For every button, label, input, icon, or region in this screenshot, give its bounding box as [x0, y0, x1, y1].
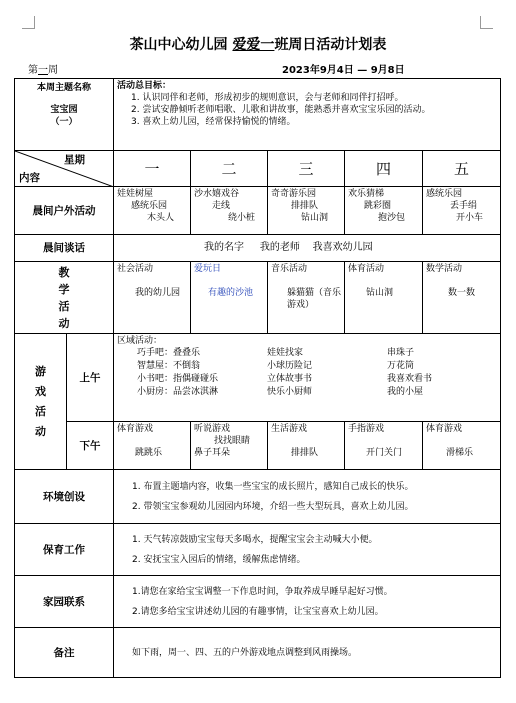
pm-line2: 开门关门	[366, 448, 403, 458]
teaching-type: 数学活动	[426, 264, 463, 274]
crop-mark-top-right	[480, 16, 493, 29]
pm-type: 手指游戏	[348, 424, 385, 434]
crop-mark-top-left	[22, 16, 35, 29]
page-title	[0, 34, 516, 54]
pm-cell	[268, 422, 345, 470]
pm-line1	[271, 435, 341, 447]
teaching-cell	[268, 262, 345, 334]
teaching-cell	[114, 262, 191, 334]
outdoor-area: 娃娃树屋	[117, 189, 154, 199]
teaching-type: 社会活动	[117, 264, 154, 274]
weekday-row	[15, 151, 501, 187]
area-item: 我喜欢看书	[387, 374, 433, 384]
label-char: 动	[58, 316, 70, 330]
title-suffix: 班周日活动计划表	[274, 37, 387, 53]
teaching-type: 音乐活动	[271, 264, 308, 274]
area-grid	[117, 347, 497, 398]
goal-item: 1. 认识同伴和老师，形成初步的规则意识，会与老师和同伴打招呼。	[131, 93, 404, 103]
outdoor-area: 奇奇游乐园	[271, 189, 317, 199]
pm-cell	[114, 422, 191, 470]
pm-type: 体育游戏	[426, 424, 463, 434]
outdoor-game: 绕小桩	[228, 213, 256, 223]
outdoor-area: 欢乐猜梯	[348, 189, 385, 199]
goals-title: 活动总目标：	[117, 81, 172, 91]
teaching-cell	[423, 262, 501, 334]
label-char: 学	[58, 282, 70, 296]
pm-line1	[117, 435, 187, 447]
school-name: 茶山中心幼儿园	[129, 37, 228, 53]
day-wednesday: 三	[268, 151, 345, 187]
outdoor-game: 木头人	[147, 213, 175, 223]
pm-cell	[345, 422, 423, 470]
environment-line: 2. 带领宝宝参观幼儿园园内环境，介绍一些大型玩具，喜欢上幼儿园。	[132, 501, 414, 512]
home-line: 2.请您多给宝宝讲述幼儿园的有趣事情，让宝宝喜欢上幼儿园。	[132, 606, 384, 617]
morning-talk-label: 晨间谈话	[15, 235, 114, 262]
teaching-content: 钻山洞	[366, 288, 394, 298]
date-range: 2023年9月4日 — 9月8日	[282, 65, 405, 76]
pm-line1	[426, 435, 497, 447]
area-item: 小书吧：指偶碰碰乐	[137, 374, 219, 384]
area-item: 小球历险记	[267, 361, 313, 371]
outdoor-game: 抱沙包	[378, 213, 406, 223]
area-item: 串珠子	[387, 348, 415, 358]
area-item: 小厨房：品尝冰淇淋	[137, 387, 219, 397]
teaching-content: 数一数	[448, 288, 476, 298]
day-friday: 五	[423, 151, 501, 187]
environment-label: 环境创设	[15, 470, 114, 524]
area-item: 立体故事书	[267, 374, 313, 384]
goal-item: 3. 喜欢上幼儿园，经常保持愉悦的情绪。	[131, 117, 296, 127]
pm-line2: 鼻子耳朵	[194, 448, 231, 458]
environment-line: 1. 布置主题墙内容，收集一些宝宝的成长照片，感知自己成长的快乐。	[132, 481, 414, 492]
teaching-type: 体育活动	[348, 264, 385, 274]
label-char: 活	[35, 404, 46, 418]
home-line: 1.请您在家给宝宝调整一下作息时间，争取养成早睡早起好习惯。	[132, 586, 393, 597]
teaching-cell	[345, 262, 423, 334]
teaching-row	[15, 262, 501, 334]
outdoor-area: 沙水嬉戏谷	[194, 189, 240, 199]
care-line: 1. 天气转凉鼓励宝宝每天多喝水，提醒宝宝会主动喊大小便。	[132, 534, 378, 545]
am-label: 上午	[67, 334, 114, 422]
area-item: 快乐小厨师	[267, 387, 313, 397]
area-activity-cell	[114, 334, 501, 422]
content-label: 内容	[19, 172, 40, 184]
notes-text: 如下雨，周一、四、五的户外游戏地点调整到风雨操场。	[132, 647, 358, 658]
teaching-content: 躲猫猫（音乐游戏）	[287, 288, 342, 310]
outdoor-activity: 排排队	[291, 201, 319, 211]
theme-row	[15, 79, 501, 151]
area-item: 巧手吧：叠叠乐	[137, 348, 201, 358]
label-char: 游	[35, 364, 46, 378]
plan-table	[14, 78, 501, 678]
theme-cell	[15, 79, 114, 151]
pm-type: 听说游戏	[194, 424, 231, 434]
care-cell	[114, 524, 501, 576]
morning-talk-row	[15, 235, 501, 262]
notes-cell	[114, 628, 501, 678]
goals-cell	[114, 79, 501, 151]
week-number	[28, 61, 58, 76]
weekday-header-cell	[15, 151, 114, 187]
pm-type: 生活游戏	[271, 424, 308, 434]
day-tuesday: 二	[191, 151, 268, 187]
notes-label: 备注	[15, 628, 114, 678]
day-thursday: 四	[345, 151, 423, 187]
day-monday: 一	[114, 151, 191, 187]
home-cell	[114, 576, 501, 628]
pm-line1	[348, 435, 419, 447]
area-item: 我的小屋	[387, 387, 424, 397]
talk-item: 我的老师	[259, 242, 300, 253]
teaching-type: 爱玩日	[194, 264, 222, 274]
outdoor-cell	[423, 187, 501, 235]
pm-line2: 滑梯乐	[446, 448, 474, 458]
teaching-cell-highlight	[191, 262, 268, 334]
weekday-label: 星期	[64, 154, 86, 166]
pm-line2: 排排队	[291, 448, 319, 458]
outdoor-activity: 丢手绢	[450, 201, 478, 211]
talk-item: 我的名字	[204, 242, 245, 253]
outdoor-activity: 走线	[212, 201, 231, 211]
care-row	[15, 524, 501, 576]
pm-line1: 找找眼睛	[214, 436, 251, 446]
home-row	[15, 576, 501, 628]
game-label	[15, 334, 67, 470]
game-am-row	[15, 334, 501, 422]
outdoor-game: 开小车	[456, 213, 484, 223]
label-char: 戏	[35, 384, 46, 398]
outdoor-game: 钻山洞	[301, 213, 329, 223]
label-char: 教	[58, 265, 70, 279]
pm-label: 下午	[67, 422, 114, 470]
morning-talk-cell	[114, 235, 501, 262]
home-label: 家园联系	[15, 576, 114, 628]
talk-item: 我喜欢幼儿园	[312, 242, 373, 253]
outdoor-activity: 跳彩圈	[364, 201, 392, 211]
pm-cell	[191, 422, 268, 470]
teaching-content: 有趣的沙池	[208, 288, 254, 298]
area-item: 智慧屋：不倒翁	[137, 361, 201, 371]
outdoor-cell	[114, 187, 191, 235]
class-name: 爱爱一	[232, 37, 275, 53]
area-item: 万花筒	[387, 361, 415, 371]
outdoor-cell	[345, 187, 423, 235]
outdoor-cell	[268, 187, 345, 235]
theme-index: （一）	[50, 117, 78, 127]
notes-row	[15, 628, 501, 678]
week-prefix: 第	[28, 65, 38, 76]
outdoor-activity: 感统乐园	[131, 201, 168, 211]
theme-name: 宝宝园	[50, 105, 78, 115]
care-label: 保育工作	[15, 524, 114, 576]
outdoor-cell	[191, 187, 268, 235]
area-title: 区域活动：	[117, 336, 163, 346]
pm-cell	[423, 422, 501, 470]
pm-line2: 跳跳乐	[135, 448, 163, 458]
goal-item: 2. 尝试安静倾听老师唱歌、儿歌和讲故事，能熟悉并喜欢宝宝乐园的活动。	[131, 105, 431, 115]
environment-cell	[114, 470, 501, 524]
teaching-label	[15, 262, 114, 334]
area-item: 娃娃找家	[267, 348, 304, 358]
morning-outdoor-label: 晨间户外活动	[15, 187, 114, 235]
week-suffix: 周	[48, 65, 58, 76]
teaching-content: 我的幼儿园	[135, 288, 181, 298]
game-pm-row	[15, 422, 501, 470]
morning-outdoor-row	[15, 187, 501, 235]
care-line: 2. 安抚宝宝入园后的情绪，缓解焦虑情绪。	[132, 554, 306, 565]
theme-label: 本周主题名称	[37, 83, 92, 93]
label-char: 活	[58, 299, 70, 313]
outdoor-area: 感统乐园	[426, 189, 463, 199]
pm-type: 体育游戏	[117, 424, 154, 434]
week-num: 一	[38, 65, 48, 76]
environment-row	[15, 470, 501, 524]
label-char: 动	[35, 424, 46, 438]
